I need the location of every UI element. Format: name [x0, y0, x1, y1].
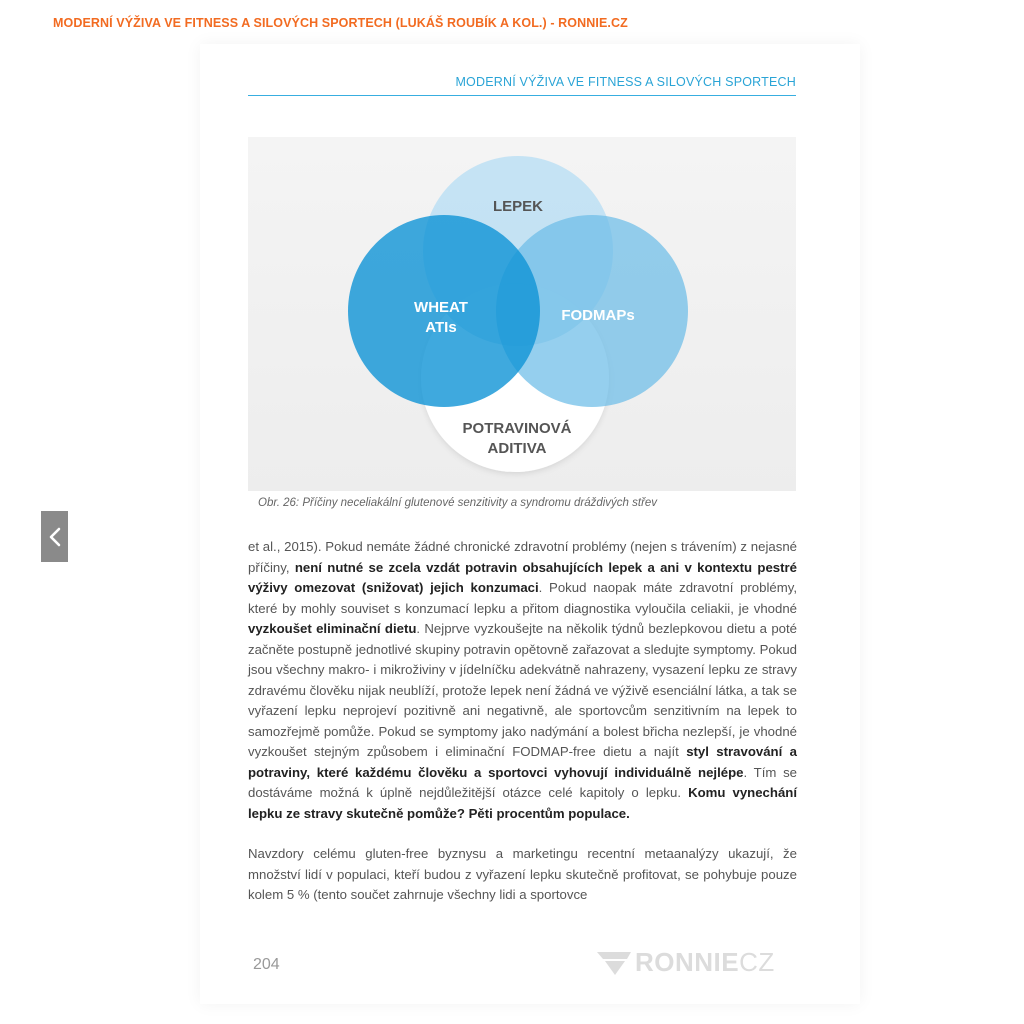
- paragraph: et al., 2015). Pokud nemáte žádné chronické zdravotní problémy (nejen s trávením) z nejasné příčiny, není nutné se zcela vzdát potravin obsahujících lepek a ani v kontextu pestré výživy omezovat (snižovat) jejich konzumaci. Pokud naopak máte zdravotní problémy, které by mohly souviset s konzumací lepku a přitom diagnostika vyloučila celiakii, je vhodné vyzkoušet eliminační dietu. Nejprve vyzkoušejte na několik týdnů bezlepkovou dietu a poté začněte postupně jednotlivé skupiny potravin opětovně zařazovat a sledujte symptomy. Pokud jsou všechny makro- i mikroživiny v jídelníčku adekvátně nahrazeny, vysazení lepku ze stravy zdravému člověku nijak neublíží, protože lepek není žádná ve výživě esenciální látka, a tak se vyřazení lepku neprojeví pozitivně ani negativně, ale sportovcům senzitivním na lepek to samozřejmě pomůže. Pokud se symptomy jako nadýmání a bolest břicha nezlepší, je vhodné vyzkoušet stejným způsobem i eliminační FODMAP-free dietu a najít styl stravování a potraviny, které každému člověku a sportovci vyhovují individuálně nejlépe. Tím se dostáváme možná k úplně nejdůležitější otázce celé kapitoly o lepku. Komu vynechání lepku ze stravy skutečně pomůže? Pěti procentům populace.: [248, 539, 798, 821]
- page-body: [248, 537, 797, 906]
- ronnie-logo-icon: [597, 949, 631, 975]
- label-potravinova: POTRAVINOVÁ: [462, 420, 572, 437]
- running-head: MODERNÍ VÝŽIVA VE FITNESS A SILOVÝCH SPORTECH: [455, 75, 796, 89]
- ronnie-watermark-logo: [597, 945, 797, 979]
- chevron-left-icon: [49, 527, 61, 547]
- page-number: 204: [253, 956, 280, 973]
- venn-diagram: [248, 137, 796, 491]
- previous-page-button[interactable]: [41, 511, 68, 562]
- header-rule: [248, 95, 796, 96]
- paragraph: Navzdory celému gluten-free byznysu a marketingu recentní metaanalýzy ukazují, že množství lidí v populaci, kteří budou z vyřazení lepku skutečně profitovat, se pohybuje pouze kolem 5 % (tento součet zahrnuje všechny lidi a sportovce: [248, 846, 797, 902]
- label-wheat: WHEAT: [414, 299, 468, 316]
- figure-caption: Obr. 26: Příčiny neceliakální glutenové senzitivity a syndromu dráždivých střev: [258, 497, 658, 509]
- label-lepek: LEPEK: [492, 198, 544, 215]
- label-aditiva: ADITIVA: [487, 440, 547, 457]
- book-page: [200, 44, 860, 1004]
- label-atis: ATIs: [425, 319, 457, 336]
- document-title: MODERNÍ VÝŽIVA VE FITNESS A SILOVÝCH SPORTECH (LUKÁŠ ROUBÍK A KOL.) - RONNIE.CZ: [53, 16, 628, 30]
- label-fodmaps: FODMAPs: [561, 307, 635, 324]
- watermark-text: RONNIECZ: [635, 946, 775, 977]
